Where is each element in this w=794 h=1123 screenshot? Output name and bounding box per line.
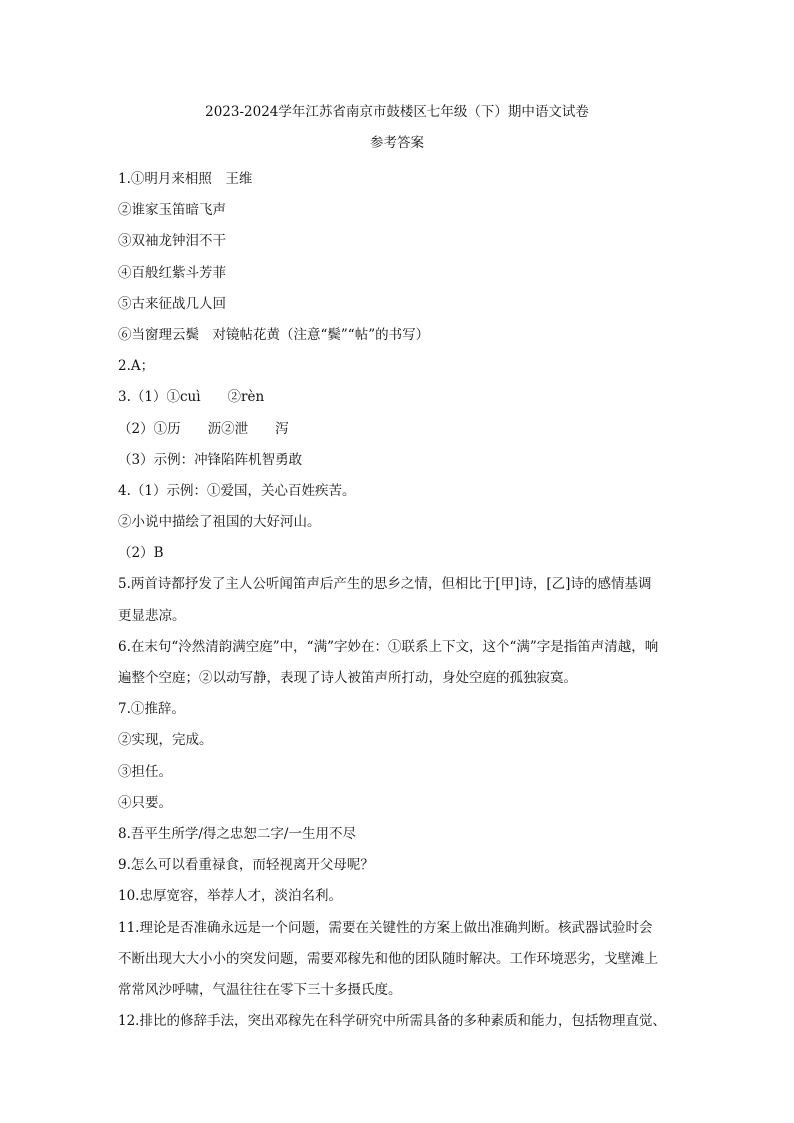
answer-line: 5.两首诗都抒发了主人公听闻笛声后产生的思乡之情，但相比于[甲]诗，[乙]诗的感情基调 xyxy=(118,576,652,593)
answer-line: 1.①明月来相照 王维 xyxy=(118,171,253,187)
answer-line: 常常风沙呼啸，气温往往在零下三十多摄氏度。 xyxy=(118,981,402,998)
document-subtitle: 参考答案 xyxy=(370,135,424,151)
answer-line: （2）①历 沥②泄 泻 xyxy=(118,420,289,437)
document-title: 2023-2024学年江苏省南京市鼓楼区七年级（下）期中语文试卷 xyxy=(205,104,589,120)
answer-line: 6.在末句“泠然清韵满空庭”中，“满”字妙在：①联系上下文，这个“满”字是指笛声清越，响 xyxy=(118,638,659,655)
answer-line: ⑥当窗理云鬓 对镜帖花黄（注意“鬓”“帖”的书写） xyxy=(118,326,430,343)
answer-line: 12.排比的修辞手法，突出邓稼先在科学研究中所需具备的多种素质和能力，包括物理直觉、 xyxy=(118,1013,666,1030)
answer-line: 2.A； xyxy=(118,358,155,375)
answer-line: ④只要。 xyxy=(118,794,172,811)
answer-line: ③担任。 xyxy=(118,763,172,780)
answer-line: ⑤古来征战几人回 xyxy=(118,295,226,312)
answer-line: ②小说中描绘了祖国的大好河山。 xyxy=(118,514,321,531)
answer-line: ②谁家玉笛暗飞声 xyxy=(118,202,226,219)
answer-line: 10.忠厚宽容，举荐人才，淡泊名利。 xyxy=(118,888,342,905)
answer-line: （3）示例：冲锋陷阵机智勇敢 xyxy=(118,451,303,468)
answer-line: 11.理论是否准确永远是一个问题，需要在关键性的方案上做出准确判断。核武器试验时会 xyxy=(118,919,653,936)
answer-line: 不断出现大大小小的突发问题，需要邓稼先和他的团队随时解决。工作环境恶劣，戈壁滩上 xyxy=(118,950,658,967)
answer-line: ④百般红紫斗芳菲 xyxy=(118,264,226,281)
answer-line: （2）B xyxy=(118,545,164,562)
answer-line: 遍整个空庭；②以动写静，表现了诗人被笛声所打动，身处空庭的孤独寂寞。 xyxy=(118,670,577,686)
answer-line: 9.怎么可以看重禄食，而轻视离开父母呢？ xyxy=(118,857,374,874)
answer-line: ③双袖龙钟泪不干 xyxy=(118,233,226,250)
answer-line: 7.①推辞。 xyxy=(118,701,185,718)
answer-line: 4.（1）示例：①爱国，关心百姓疾苦。 xyxy=(118,482,356,499)
answer-line: 8.吾平生所学/得之忠恕二字/一生用不尽 xyxy=(118,825,356,842)
answer-body xyxy=(118,164,684,1037)
answer-line: 3.（1）①cuì ②rèn xyxy=(118,389,265,406)
answer-line: ②实现，完成。 xyxy=(118,732,213,749)
answer-line: 更显悲凉。 xyxy=(118,607,186,624)
